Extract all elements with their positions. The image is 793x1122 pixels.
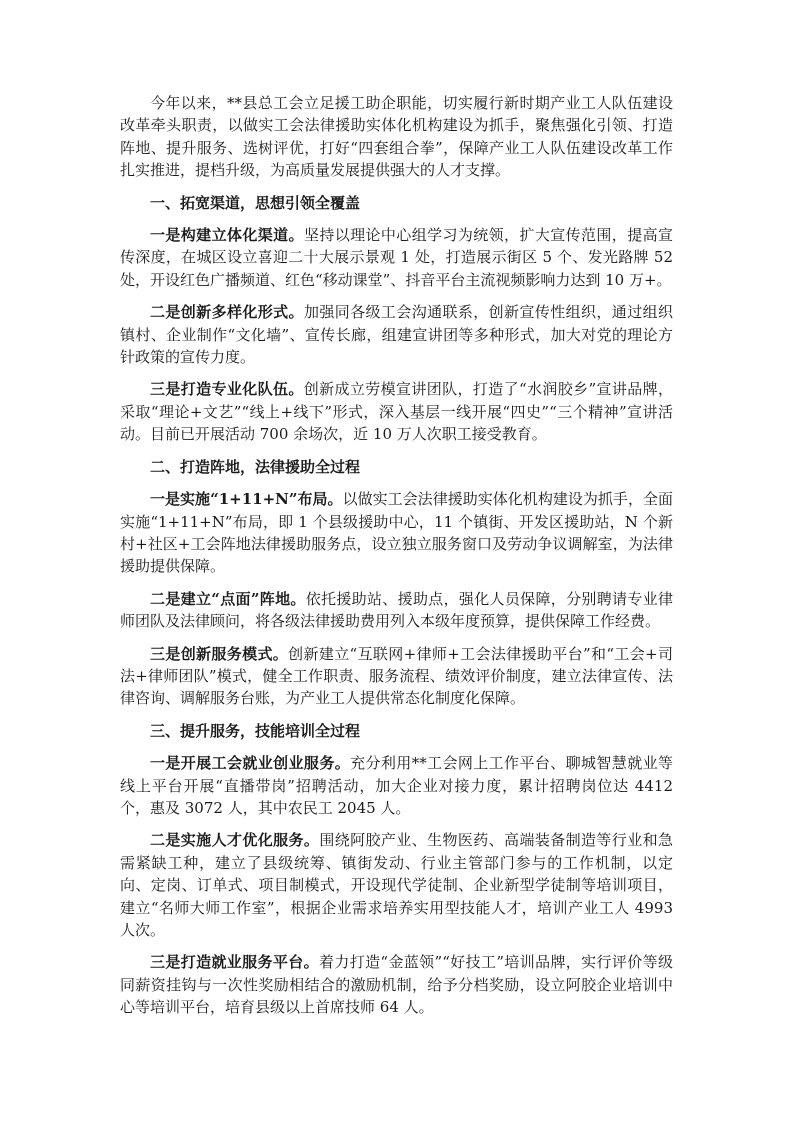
- section-paragraph: [120, 829, 673, 941]
- paragraph-lead: 一是开展工会就业创业服务。: [150, 754, 351, 773]
- paragraph-lead: 三是创新服务模式。: [150, 644, 289, 663]
- paragraph-body: 坚持以理论中心组学习为统领，扩大宣传范围，提高宣传深度，在城区设立喜迎二十大展示景观 1 处，打造展示街区 5 个、发光路牌 52 处，开设红色广播频道、红色“移动课堂”、抖音平台主流视频影响力达到 10 万+。: [120, 226, 673, 289]
- paragraph-body: 创新建立“互联网+律师+工会法律援助平台”和“工会+司法+律师团队”模式，健全工作职责、服务流程、绩效评价制度，建立法律宣传、法律咨询、调解服务台账，为产业工人提供常态化制度化保障。: [120, 644, 673, 708]
- section-paragraph: [120, 378, 673, 445]
- paragraph-lead: 三是打造就业服务平台。: [150, 953, 319, 972]
- section-paragraph: [120, 643, 673, 710]
- section-paragraph: [120, 752, 673, 819]
- paragraph-lead: 二是创新多样化形式。: [150, 303, 304, 322]
- section-heading: 三、提升服务，技能培训全过程: [150, 721, 361, 740]
- paragraph-body: 围绕阿胶产业、生物医药、高端装备制造等行业和急需紧缺工种，建立了县级统筹、镇街发动、行业主管部门参与的工作机制，以定向、定岗、订单式、项目制模式，开设现代学徒制、企业新型学徒制等培训项目，建立“名师大师工作室”，根据企业需求培养实用型技能人才，培训产业工人 4993 人次。: [120, 831, 673, 939]
- section-heading: 二、打造阵地，法律援助全过程: [150, 457, 361, 476]
- paragraph-body: 着力打造“金蓝领”“好技工”培训品牌，实行评价等级同薪资挂钩与一次性奖励相结合的激励机制，给予分档奖励，设立阿胶企业培训中心等培训平台，培育县级以上首席技师 64 人。: [120, 953, 673, 1017]
- paragraph-body: 加强同各级工会沟通联系，创新宣传性组织，通过组织镇村、企业制作“文化墙”、宣传长廊，组建宣讲团等多种形式，加大对党的理论方针政策的宣传力度。: [120, 303, 673, 367]
- paragraph-lead: 三是打造专业化队伍。: [150, 380, 304, 399]
- intro-paragraph: 今年以来，**县总工会立足援工助企职能，切实履行新时期产业工人队伍建设改革牵头职责，以做实工会法律援助实体化机构建设为抓手，聚焦强化引领、打造阵地、提升服务、选树评优，打好“四套组合拳”，保障产业工人队伍建设改革工作扎实推进，提档升级，为高质量发展提供强大的人才支撑。: [120, 94, 673, 180]
- paragraph-body: 依托援助站、援助点，强化人员保障，分别聘请专业律师团队及法律顾问，将各级法律援助费用列入本级年度预算，提供保障工作经费。: [120, 589, 673, 631]
- section-paragraph: [120, 224, 673, 291]
- paragraph-body: 以做实工会法律援助实体化机构建设为抓手，全面实施“1+11+N”布局，即 1 个县级援助中心，11 个镇街、开发区援助站，N 个新村+社区+工会阵地法律援助服务点，设立独立服务窗口及劳动争议调解室，为法律援助提供保障。: [120, 490, 673, 576]
- paragraph-lead: 二是建立“点面”阵地。: [150, 589, 306, 608]
- paragraph-body: 创新成立劳模宣讲团队，打造了“水润胶乡”宣讲品牌，采取“理论+文艺”“线上+线下”形式，深入基层一线开展“四史”“三个精神”宣讲活动。目前已开展活动 700 余场次，近 10 万人次职工接受教育。: [120, 380, 673, 444]
- paragraph-lead: 二是实施人才优化服务。: [150, 831, 320, 850]
- section-paragraph: [120, 588, 673, 633]
- section-paragraph: [120, 488, 673, 578]
- paragraph-body: 充分利用**工会网上工作平台、聊城智慧就业等线上平台开展“直播带岗”招聘活动，加大企业对接力度，累计招聘岗位达 4412 个，惠及 3072 人，其中农民工 2045 人。: [120, 754, 673, 817]
- section-heading: 一、拓宽渠道，思想引领全覆盖: [150, 193, 361, 212]
- document-page: [120, 92, 673, 1029]
- paragraph-lead: 一是构建立体化渠道。: [150, 226, 304, 245]
- section-paragraph: [120, 301, 673, 368]
- paragraph-lead: 一是实施“1+11+N”布局。: [150, 490, 343, 509]
- section-paragraph: [120, 951, 673, 1018]
